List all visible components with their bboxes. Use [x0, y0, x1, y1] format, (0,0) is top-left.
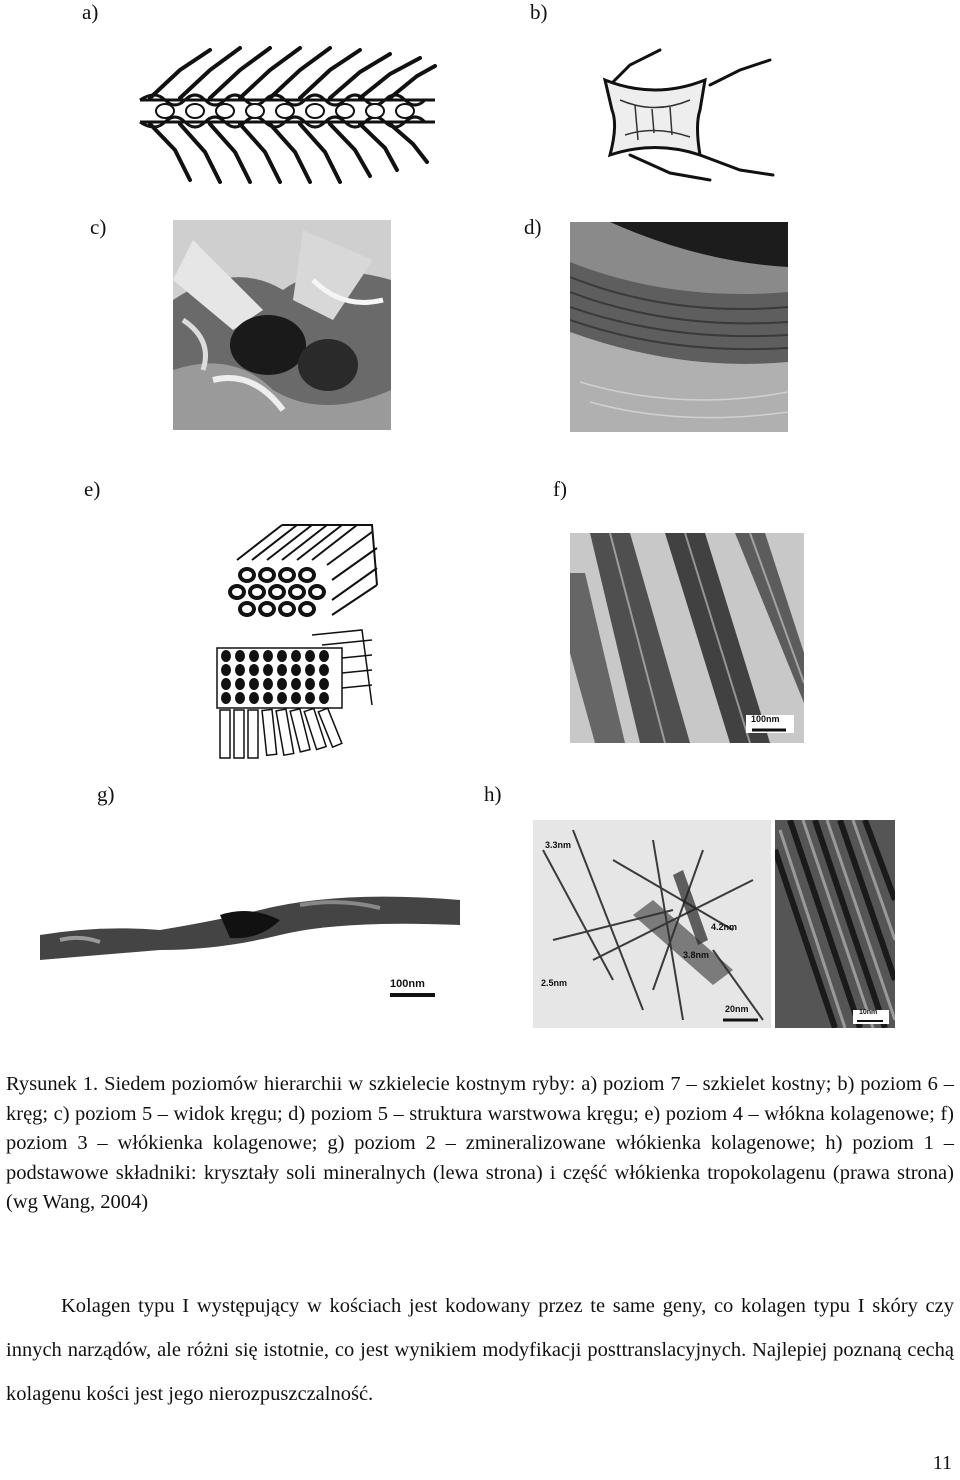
label-g: g)	[97, 782, 115, 806]
figure-f-collagen-fibrils	[570, 533, 804, 743]
label-f: f)	[553, 477, 567, 501]
figure-a-fish-skeleton	[135, 40, 440, 190]
label-a: a)	[82, 0, 99, 24]
label-d: d)	[524, 215, 542, 239]
label-h-3-3nm: 3.3nm	[545, 840, 572, 850]
label-e: e)	[84, 477, 101, 501]
figure-h-tropocollagen	[775, 820, 895, 1028]
figure-caption	[6, 1070, 954, 1218]
figure-b-vertebra	[590, 45, 775, 185]
label-b: b)	[530, 0, 548, 24]
scalebar-g: 100nm	[390, 978, 425, 990]
figure-d-layered-structure	[570, 222, 788, 432]
caption-text: Siedem poziomów hierarchii w szkielecie kostnym ryby: a) poziom 7 – szkielet kostny; b) poziom 6 – kręg; c) poziom 5 – widok kręgu; d) poziom 5 – struktura warstwowa kręgu; e) poziom 4 – włókna kolagenowe; f) poziom 3 – włókienka kolagenowe; g) poziom 2 – zmineralizowane włókienka kolagenowe; h) poziom 1 – podstawowe składniki: kryształy soli mineralnych (lewa strona) i część włókienka tropokolagenu (prawa strona) (wg Wang, 2004)	[6, 1073, 955, 1213]
figure-h-mineral-crystals	[533, 820, 771, 1028]
body-paragraph	[6, 1284, 954, 1416]
label-h: h)	[484, 782, 502, 806]
figure-g-mineralized-fibril	[40, 880, 460, 1010]
label-h-2-5nm: 2.5nm	[541, 978, 568, 988]
figure-c-vertebra-photo	[173, 220, 391, 430]
body-paragraph-text: Kolagen typu I występujący w kościach jest kodowany przez te same geny, co kolagen typu I skóry czy innych narządów, ale różni się istotnie, co jest wynikiem modyfikacji posttranslacyjnych. Najlepiej poznaną cechą kolagenu kości jest jego nierozpuszczalność.	[6, 1295, 954, 1405]
label-h-3-8nm: 3.8nm	[683, 950, 710, 960]
label-c: c)	[90, 215, 107, 239]
caption-lead: Rysunek 1.	[6, 1073, 99, 1095]
label-h-4-2nm: 4.2nm	[711, 922, 738, 932]
figure-e-collagen-fibres	[212, 520, 387, 765]
page-number: 11	[932, 1452, 952, 1474]
scalebar-h-right: 10nm	[859, 1009, 878, 1016]
scalebar-h-left: 20nm	[725, 1004, 749, 1014]
scalebar-f: 100nm	[751, 714, 780, 724]
